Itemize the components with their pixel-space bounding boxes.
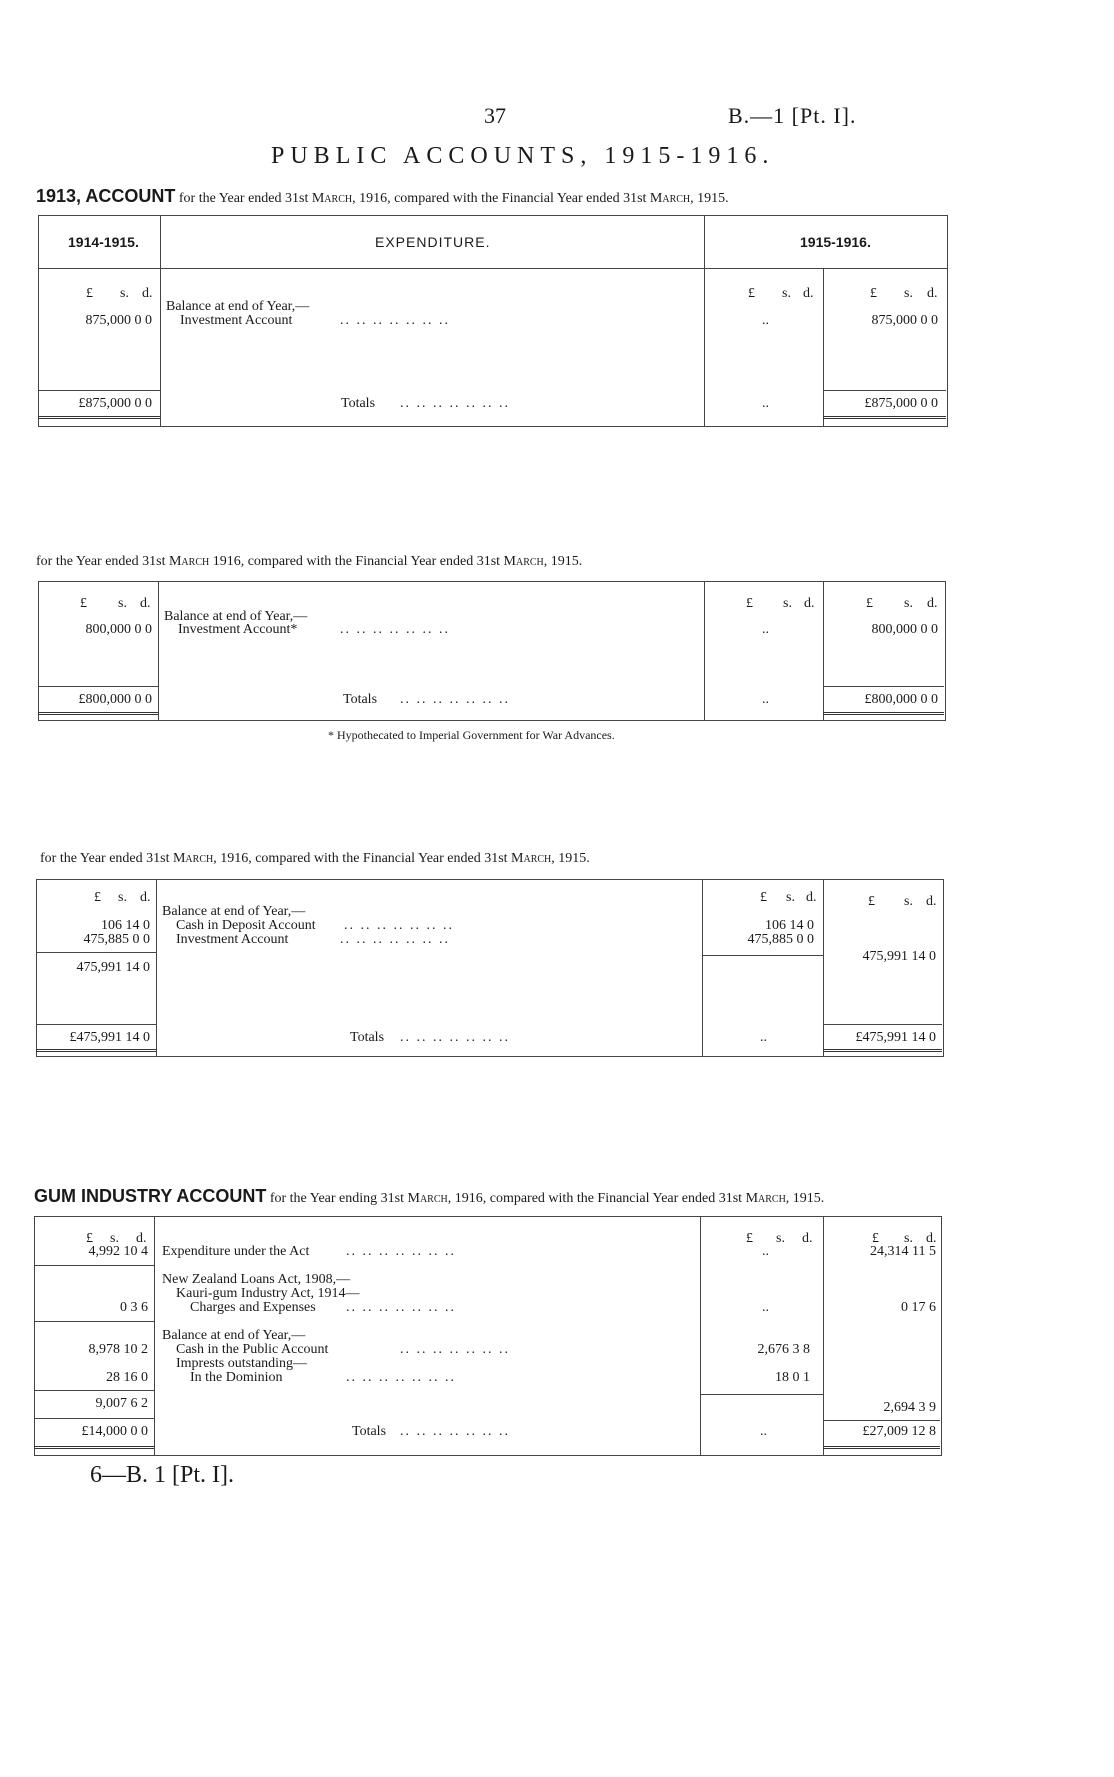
s4-totals-label: Totals [352,1424,387,1439]
s4-left-d: d. [136,1231,147,1246]
section3-caption-month: March [172,851,214,866]
s2-mid-pound: £ [746,596,753,611]
s3-right-s: s. [904,894,913,909]
s4-left-total: £14,000 0 0 [81,1424,148,1439]
section2-caption-pre: for the Year ended 31st [36,554,169,569]
signature-mark: 6—B. 1 [Pt. I]. [90,1462,234,1488]
s3-totals-label: Totals [350,1030,385,1045]
s2-totals-label: Totals [343,692,378,707]
s4-row3-l4: In the Dominion [190,1370,283,1385]
s4-right-s: s. [904,1231,913,1246]
section4-lead: GUM INDUSTRY ACCOUNT [34,1186,267,1206]
s3-inner-b: 475,885 0 0 [747,932,814,947]
s3-right-pound: £ [868,894,875,909]
section2-caption-mid: 1916, compared with the Financial Year ended 31st [209,554,504,569]
s2-footnote: * Hypothecated to Imperial Government for War Advances. [328,728,615,742]
s4-row3-left-b: 28 16 0 [106,1370,148,1385]
s1-right-total: £875,000 0 0 [864,396,938,411]
s1-mid-s: s. [782,286,791,301]
s1-line2: Investment Account [180,313,293,328]
s1-line1: Balance at end of Year,— [166,299,310,314]
s1-left-d: d. [142,286,153,301]
section1-caption-mid: , 1916, compared with the Financial Year ended 31st [352,191,650,206]
s2-leader-2: .. .. .. .. .. .. .. [400,692,510,707]
s3-left-total: £475,991 14 0 [69,1030,150,1045]
section2-caption [36,554,582,570]
s2-left-amount: 800,000 0 0 [85,622,152,637]
s1-right-pound: £ [870,286,877,301]
s1-leader-2: .. .. .. .. .. .. .. [400,396,510,411]
s3-inner-a: 106 14 0 [765,918,814,933]
s3-line3: Investment Account [176,932,289,947]
s2-right-s: s. [904,596,913,611]
s4-row3-inner-b: 18 0 1 [775,1370,810,1385]
s4-leader-3: .. .. .. .. .. .. .. [400,1342,510,1357]
s3-left-b: 475,885 0 0 [83,932,150,947]
section1-caption-end: , 1915. [690,191,729,206]
s4-mid-pound: £ [746,1231,753,1246]
s2-left-s: s. [118,596,127,611]
s4-left-pound: £ [86,1231,93,1246]
s1-right-d: d. [927,286,938,301]
s2-line1: Balance at end of Year,— [164,609,308,624]
s4-row2-left: 0 3 6 [120,1300,148,1315]
s1-inner-dots: .. [762,313,769,328]
section4-caption-mid: , 1916, compared with the Financial Year ended 31st [447,1191,746,1206]
s3-leader-3: .. .. .. .. .. .. .. [400,1030,510,1045]
s4-row3-l2: Cash in the Public Account [176,1342,329,1357]
s4-row2-l3: Charges and Expenses [190,1300,316,1315]
s1-mid-pound: £ [748,286,755,301]
s3-mid-pound: £ [760,890,767,905]
s1-right-s: s. [904,286,913,301]
s4-row3-left-a: 8,978 10 2 [88,1342,148,1357]
s2-total-inner-dots: .. [762,692,769,707]
s1-left-total: £875,000 0 0 [78,396,152,411]
s4-row1-right: 24,314 11 5 [870,1244,936,1259]
s1-total-inner-dots: .. [762,396,769,411]
s2-right-pound: £ [866,596,873,611]
section3-caption-mid: , 1916, compared with the Financial Year ended 31st [213,851,512,866]
section4-caption [34,1186,824,1207]
section3-caption [40,851,590,867]
section2-caption-end: , 1915. [543,554,583,569]
s4-right-total: £27,009 12 8 [862,1424,936,1439]
s2-mid-s: s. [783,596,792,611]
section1-caption-month: March [311,191,353,206]
s3-total-inner-dots: .. [760,1030,767,1045]
s4-mid-d: d. [802,1231,813,1246]
s3-leader-1: .. .. .. .. .. .. .. [344,918,454,933]
s1-left-pound: £ [86,286,93,301]
s4-row2-l2: Kauri-gum Industry Act, 1914— [176,1286,360,1301]
s4-row1-inner-dots: .. [762,1244,769,1259]
s2-right-d: d. [927,596,938,611]
s4-row3-inner-a: 2,676 3 8 [757,1342,810,1357]
s2-right-total: £800,000 0 0 [864,692,938,707]
s2-right-amount: 800,000 0 0 [871,622,938,637]
s2-left-d: d. [140,596,151,611]
s4-row2-inner-dots: .. [762,1300,769,1315]
section3-caption-month2: March [511,851,552,866]
s2-left-pound: £ [80,596,87,611]
s2-leader-1: .. .. .. .. .. .. .. [340,622,450,637]
s4-row3-l1: Balance at end of Year,— [162,1328,306,1343]
s1-left-s: s. [120,286,129,301]
s4-total-inner-dots: .. [760,1424,767,1439]
section1-caption-pre: for the Year ended 31st [175,191,312,206]
s4-leader-5: .. .. .. .. .. .. .. [400,1424,510,1439]
s3-left-s: s. [118,890,127,905]
col-head-1914-1915: 1914-1915. [68,234,139,250]
s4-leader-2: .. .. .. .. .. .. .. [346,1300,456,1315]
section4-caption-month: March [407,1191,448,1206]
s4-right-d: d. [926,1231,937,1246]
section1-caption [36,186,729,207]
s1-mid-d: d. [803,286,814,301]
section2-caption-month: March [168,554,210,569]
page-number: 37 [484,103,506,128]
s3-leader-2: .. .. .. .. .. .. .. [340,932,450,947]
document-reference: B.—1 [Pt. I]. [728,103,857,128]
section4-caption-pre: for the Year ending 31st [266,1191,408,1206]
s2-left-total: £800,000 0 0 [78,692,152,707]
s4-right-sub: 2,694 3 9 [883,1400,936,1415]
s1-leader-1: .. .. .. .. .. .. .. [340,313,450,328]
s4-mid-s: s. [776,1231,785,1246]
s3-left-d: d. [140,890,151,905]
s3-line2: Cash in Deposit Account [176,918,316,933]
page-title: PUBLIC ACCOUNTS, 1915-1916. [271,143,775,169]
section4-caption-end: , 1915. [785,1191,825,1206]
section1-caption-month2: March [649,191,691,206]
s4-row2-l1: New Zealand Loans Act, 1908,— [162,1272,351,1287]
section2-caption-month2: March [503,554,544,569]
section4-caption-month2: March [745,1191,786,1206]
s4-row3-l3: Imprests outstanding— [176,1356,308,1371]
section1-lead: 1913, ACCOUNT [36,186,176,206]
s2-mid-d: d. [804,596,815,611]
s1-right-amount: 875,000 0 0 [871,313,938,328]
s4-left-s: s. [110,1231,119,1246]
col-head-expenditure: EXPENDITURE. [375,234,491,250]
s4-leader-1: .. .. .. .. .. .. .. [346,1244,456,1259]
s4-row1-left: 4,992 10 4 [88,1244,148,1259]
s4-row2-right: 0 17 6 [901,1300,936,1315]
section3-caption-pre: for the Year ended 31st [40,851,173,866]
s3-mid-s: s. [786,890,795,905]
s3-right-total: £475,991 14 0 [855,1030,936,1045]
s4-left-sub: 9,007 6 2 [95,1396,148,1411]
s3-mid-d: d. [806,890,817,905]
s1-left-amount: 875,000 0 0 [85,313,152,328]
col-head-1915-1916: 1915-1916. [800,234,871,250]
s2-inner-dots: .. [762,622,769,637]
s3-right-sub: 475,991 14 0 [862,949,936,964]
s3-right-d: d. [926,894,937,909]
s2-line2: Investment Account* [178,622,298,637]
s3-line1: Balance at end of Year,— [162,904,306,919]
section3-caption-end: , 1915. [551,851,590,866]
s3-left-sub: 475,991 14 0 [76,960,150,975]
s4-row1-label: Expenditure under the Act [162,1244,310,1259]
s3-left-a: 106 14 0 [101,918,150,933]
s4-leader-4: .. .. .. .. .. .. .. [346,1370,456,1385]
s1-totals-label: Totals [341,396,376,411]
s4-right-pound: £ [872,1231,879,1246]
s3-left-pound: £ [94,890,101,905]
